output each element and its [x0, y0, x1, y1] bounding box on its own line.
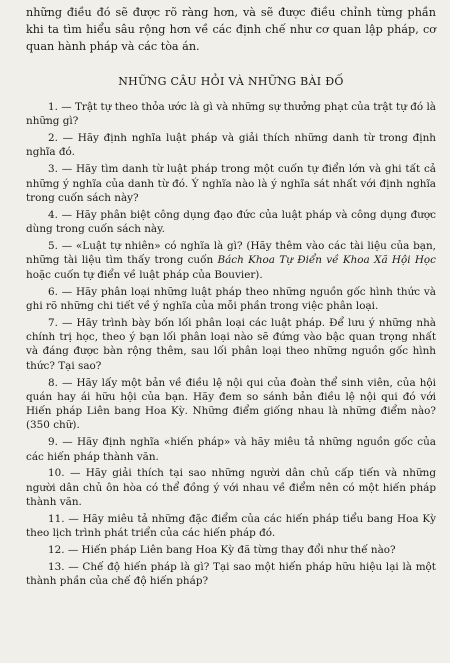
question-text: — Hãy định nghĩa «hiến pháp» và hãy miêu tả những nguồn gốc của các hiến pháp thành văn. [26, 436, 436, 463]
question-text: — Hãy phân loại những luật pháp theo những nguồn gốc hình thức và ghi rõ những chi tiết về ý nghĩa của mỗi phần trong việc phân loại. [26, 285, 436, 312]
question-number: 6. [48, 285, 58, 298]
intro-paragraph: những điều đó sẽ được rõ ràng hơn, và sẽ được điều chỉnh từng phần khi ta tìm hiểu sâu rộng hơn về các định chế như cơ quan lập pháp, cơ quan hành pháp và các tòa án. [26, 6, 436, 53]
question-text: — Hãy tìm danh từ luật pháp trong một cuốn tự điển lớn và ghi tất cả những ý nghĩa của danh từ đó. Ý nghĩa nào là ý nghĩa sát nhất với định nghĩa trong cuốn sách này? [26, 163, 436, 204]
question-number: 12. [48, 544, 65, 557]
book-title: Bách Khoa Tự Điển về Khoa Xã Hội Học [217, 254, 437, 267]
question-text: — Trật tự theo thỏa ước là gì và những sự thưởng phạt của trật tự đó là những gì? [26, 101, 436, 128]
question-number: 7. [48, 316, 58, 329]
question-number: 2. [48, 132, 58, 145]
section-title: NHỮNG CÂU HỎI VÀ NHỮNG BÀI ĐỐ [118, 75, 344, 88]
question-item [26, 435, 436, 464]
question-number: 13. [48, 561, 65, 574]
question-item [26, 100, 436, 129]
question-item [26, 131, 436, 160]
question-number: 4. [48, 208, 58, 221]
intro-paragraph-block [26, 4, 436, 55]
question-text: — «Luật tự nhiên» có nghĩa là gì? (Hãy thêm vào các tài liệu của bạn, những tài liệu tìm thấy trong cuốn [26, 240, 436, 267]
question-number: 1. [48, 101, 58, 113]
question-item [26, 208, 436, 237]
question-text: — Hãy miêu tả những đặc điểm của các hiến pháp tiểu bang Hoa Kỳ theo lịch trình phát triển của các hiến pháp đó. [26, 512, 436, 540]
question-text: — Hãy lấy một bản về điều lệ nội qui của đoàn thể sinh viên, của hội quán hay ái hữu hội của bạn. Hãy đem so sánh bản điều lệ nội qui đó với Hiến pháp Liên bang Hoa Kỳ. Những điểm giống nhau là những điểm nào? (350 chữ). [26, 376, 436, 432]
question-item [26, 543, 436, 557]
question-number: 11. [48, 512, 65, 525]
question-number: 10. [48, 467, 65, 480]
questions-list [26, 100, 436, 589]
question-number: 3. [48, 163, 58, 176]
question-item [26, 376, 436, 433]
question-number: 5. [48, 240, 58, 253]
question-item [26, 560, 436, 589]
question-item [26, 466, 436, 509]
question-text: — Hãy giải thích tại sao những người dân chủ cấp tiến và những người dân chủ ôn hòa có thể đồng ý với nhau về điểm nên có một hiến pháp thành văn. [26, 467, 436, 509]
question-text: — Hãy trình bày bốn lối phân loại các luật pháp. Để lưu ý những nhà chính trị học, theo ý bạn lối phân loại nào sẽ đứng vào bậc quan trọng nhất và đáng được bàn rộng thêm, sau lối phân loại theo những nguồn gốc hình thức? Tại sao? [26, 316, 436, 372]
question-text: — Chế độ hiến pháp là gì? Tại sao một hiến pháp hữu hiệu lại là một thành phần của chế độ hiến pháp? [26, 561, 436, 588]
question-item [26, 316, 436, 373]
question-item [26, 162, 436, 205]
question-text: — Hãy định nghĩa luật pháp và giải thích những danh từ trong định nghĩa đó. [26, 132, 436, 159]
question-item [26, 239, 436, 282]
question-item [26, 512, 436, 541]
question-text: — Hiến pháp Liên bang Hoa Kỳ đã từng thay đổi như thế nào? [67, 544, 396, 557]
question-text: — Hãy phân biệt công dụng đạo đức của luật pháp và công dụng được dùng trong cuốn sách này. [26, 208, 436, 236]
question-text-continued: hoặc cuốn tự điển về luật pháp của Bouvier). [26, 268, 263, 281]
question-number: 8. [48, 376, 58, 389]
question-number: 9. [48, 436, 58, 449]
question-item [26, 285, 436, 314]
